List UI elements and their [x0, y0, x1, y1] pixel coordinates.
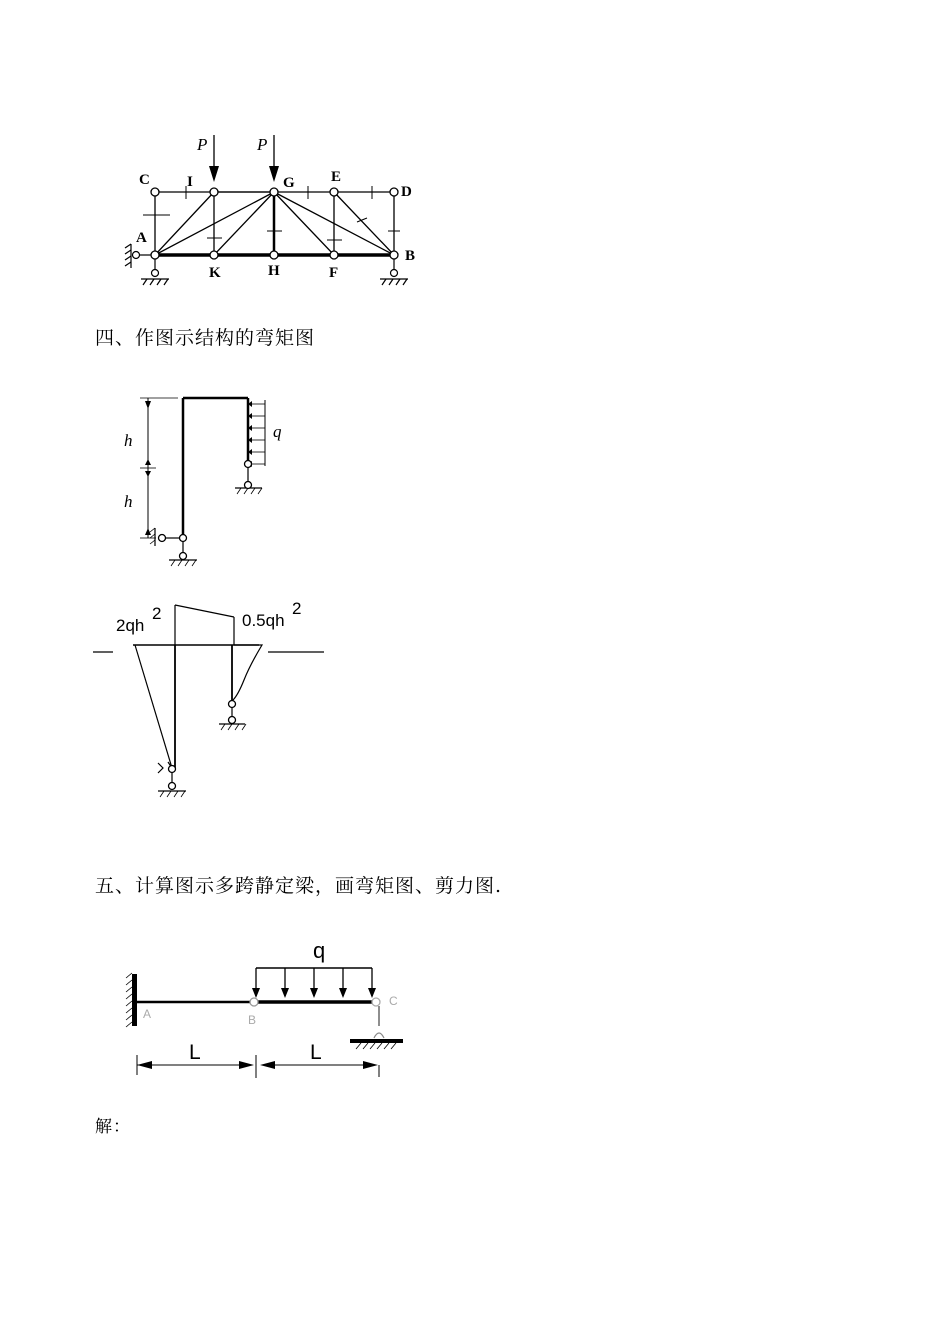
height-label-2: h [124, 492, 133, 511]
load-p-label-2: P [257, 135, 268, 154]
node-f-label: F [329, 265, 339, 281]
load-q-label: q [273, 422, 282, 441]
node-b-label: B [405, 248, 416, 264]
section-5-heading: 五、计算图示多跨静定梁，画弯矩图、剪力图. [95, 875, 503, 897]
moment-left-value: 2qh [116, 616, 145, 635]
moment-right-exponent: 2 [292, 599, 302, 618]
node-g-label: G [283, 175, 295, 191]
beam-point-a-label: A [143, 1007, 152, 1021]
beam-point-b-label: B [248, 1013, 257, 1027]
node-a-label: A [136, 230, 147, 246]
beam-load-q-label: q [313, 938, 326, 963]
section-4-heading: 四、作图示结构的弯矩图 [95, 327, 316, 349]
load-p-label-1: P [197, 135, 208, 154]
beam-point-c-label: C [389, 994, 398, 1008]
node-d-label: D [401, 184, 412, 200]
moment-left-exponent: 2 [152, 604, 162, 623]
node-k-label: K [209, 265, 221, 281]
node-c-label: C [139, 172, 150, 188]
span-2-label: L [310, 1041, 322, 1064]
node-h-label: H [268, 263, 280, 279]
answer-label: 解： [95, 1117, 131, 1137]
node-e-label: E [331, 169, 342, 185]
span-1-label: L [189, 1041, 201, 1064]
height-label-1: h [124, 431, 133, 450]
node-i-label: I [187, 174, 193, 190]
moment-right-value: 0.5qh [242, 611, 285, 630]
